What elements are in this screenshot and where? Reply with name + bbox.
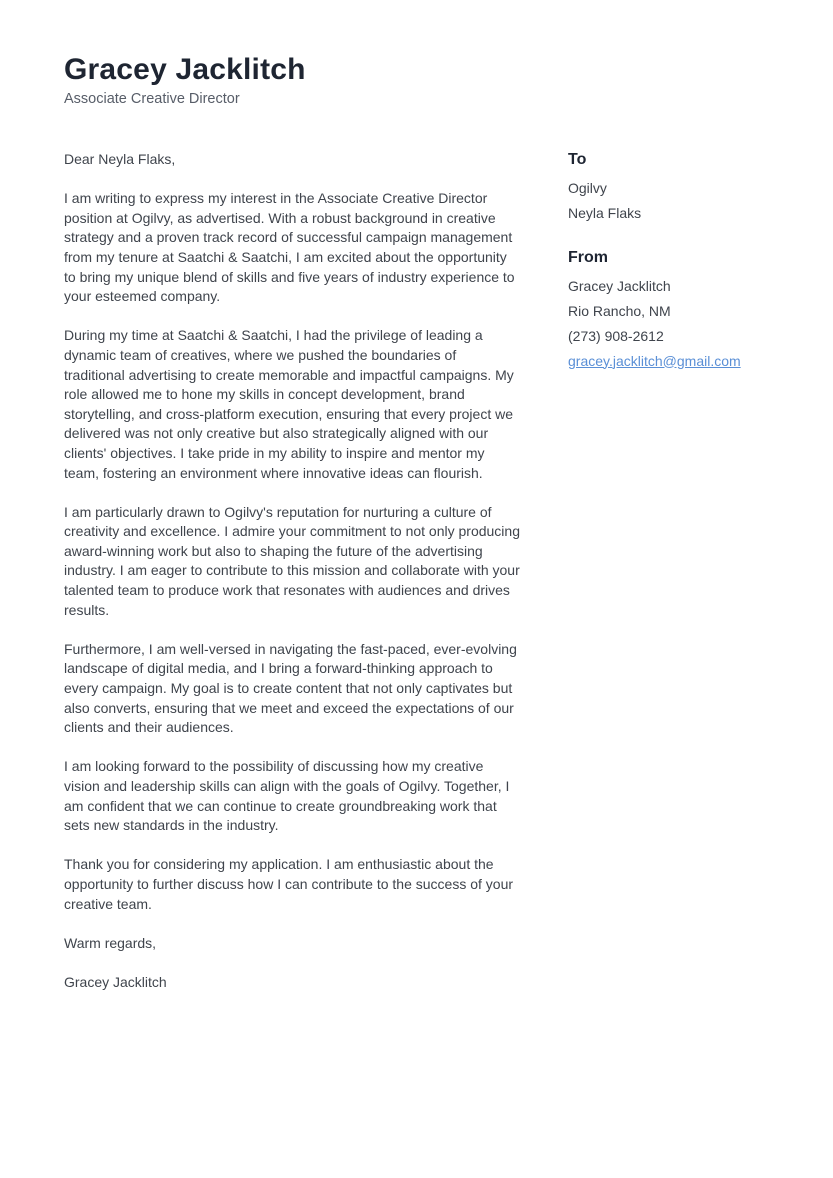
letter-paragraph-company-fit: I am particularly drawn to Ogilvy's reputation for nurturing a culture of creativity and excellence. I admire your commitment to not only producing award-winning work but also to shaping the future of the advertising industry. I am eager to contribute to this mission and collaborate with your talented team to produce work that resonates with audiences and drives results. (64, 503, 520, 618)
applicant-name: Gracey Jacklitch (64, 53, 306, 86)
letter-paragraph-thanks: Thank you for considering my application. I am enthusiastic about the opportunity to further discuss how I can contribute to the success of your creative team. (64, 856, 514, 912)
recipient-company: Ogilvy (568, 180, 607, 196)
letter-closing: Warm regards, (64, 934, 157, 951)
recipient-person: Neyla Flaks (568, 204, 642, 221)
salutation: Dear Neyla Flaks, (64, 151, 176, 167)
applicant-job-title: Associate Creative Director (64, 91, 240, 107)
from-section-heading: From (568, 248, 608, 266)
letter-body (64, 150, 520, 993)
sender-name: Gracey Jacklitch (568, 277, 671, 294)
letter-signature: Gracey Jacklitch (64, 973, 167, 990)
recipient-sender-sidebar (568, 150, 769, 371)
letter-paragraph-skills: Furthermore, I am well-versed in navigating the fast-paced, ever-evolving landscape of digital media, and I bring a forward-thinking approach to every campaign. My goal is to create content that not only captivates but also converts, ensuring that we meet and exceed the expectations of our clients and their audiences. (64, 640, 517, 736)
letter-header (0, 0, 833, 108)
letter-paragraph-experience: During my time at Saatchi & Saatchi, I had the privilege of leading a dynamic team of creatives, where we pushed the boundaries of traditional advertising to create memorable and impactful campaigns. My role allowed me to hone my skills in concept development, brand storytelling, and cross-platform execution, ensuring that every project we delivered was not only creative but also strategically aligned with our clients' objectives. I take pride in my ability to inspire and mentor my team, fostering an environment where innovative ideas can flourish. (64, 327, 514, 481)
sender-location: Rio Rancho, NM (568, 302, 671, 319)
sender-email-link[interactable]: gracey.jacklitch@gmail.com (568, 352, 741, 369)
to-section-heading: To (568, 151, 587, 168)
letter-paragraph-intro: I am writing to express my interest in the Associate Creative Director position at Ogilvy, as advertised. With a robust background in creative strategy and a proven track record of successful campaign management from my tenure at Saatchi & Saatchi, I am excited about the opportunity to bring my unique blend of skills and five years of industry experience to your esteemed company. (64, 190, 515, 305)
letter-paragraph-outlook: I am looking forward to the possibility of discussing how my creative vision and leadership skills can align with the goals of Ogilvy. Together, I am confident that we can continue to create groundbreaking work that sets new standards in the industry. (64, 758, 510, 834)
content-columns (0, 150, 833, 993)
sender-phone: (273) 908-2612 (568, 327, 664, 344)
